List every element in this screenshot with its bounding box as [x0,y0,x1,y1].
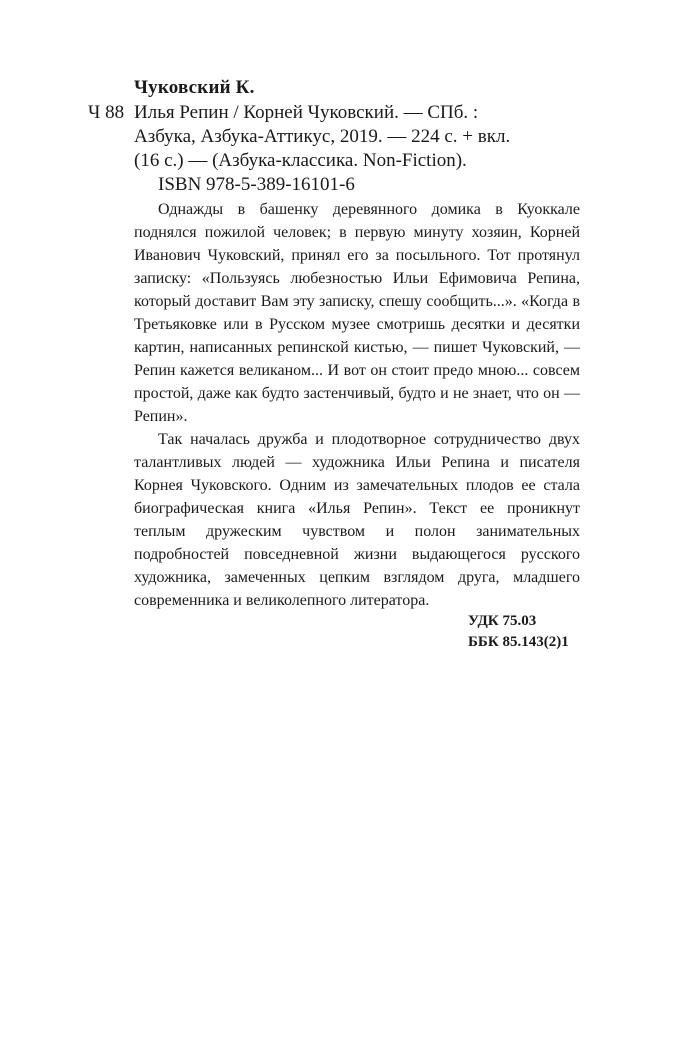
author-heading: Чуковский К. [134,77,255,98]
udk-index: УДК 75.03 [468,613,537,629]
classification-indices [468,611,569,653]
bbk-index: ББК 85.143(2)1 [468,634,569,650]
annotation-paragraph-2: Так началась дружба и плодотворное сотрудничество двух талантливых людей — художника Ильи Репина и писателя Корнея Чуковского. Одним из замечательных плодов ее стала биографическая книга «Илья Репин». Текст ее проникнут теплым дружеским чувством и полон занимательных подробностей повседневной жизни выдающегося русского художника, замеченных цепким взглядом друга, младшего современника и великолепного литератора. [134,431,580,609]
bibliographic-description [134,101,580,173]
annotation [134,198,580,612]
annotation-paragraph-1: Однажды в башенку деревянного домика в Куоккале поднялся пожилой человек; в первую минуту хозяин, Корней Иванович Чуковский, принял его за посыльного. Тот протянул записку: «Пользуясь любезностью Ильи Ефимовича Репина, который доставит Вам эту записку, спешу сообщить...». «Когда в Третьяковке или в Русском музее смотришь десятки и десятки картин, написанных репинской кистью, — пишет Чуковский, — Репин кажется великаном... И вот он стоит предо мною... совсем простой, даже как будто застенчивый, будто и не знает, что он — Репин». [134,201,580,425]
bibliographic-line-1: Илья Репин / Корней Чуковский. — СПб. : [134,102,479,123]
bibliographic-line-2: Азбука, Азбука-Аттикус, 2019. — 224 с. + вкл. [134,126,511,147]
catalog-code: Ч 88 [88,102,125,123]
bibliographic-line-3: (16 с.) — (Азбука-классика. Non-Fiction). [134,150,467,171]
isbn: ISBN 978-5-389-16101-6 [158,174,355,195]
